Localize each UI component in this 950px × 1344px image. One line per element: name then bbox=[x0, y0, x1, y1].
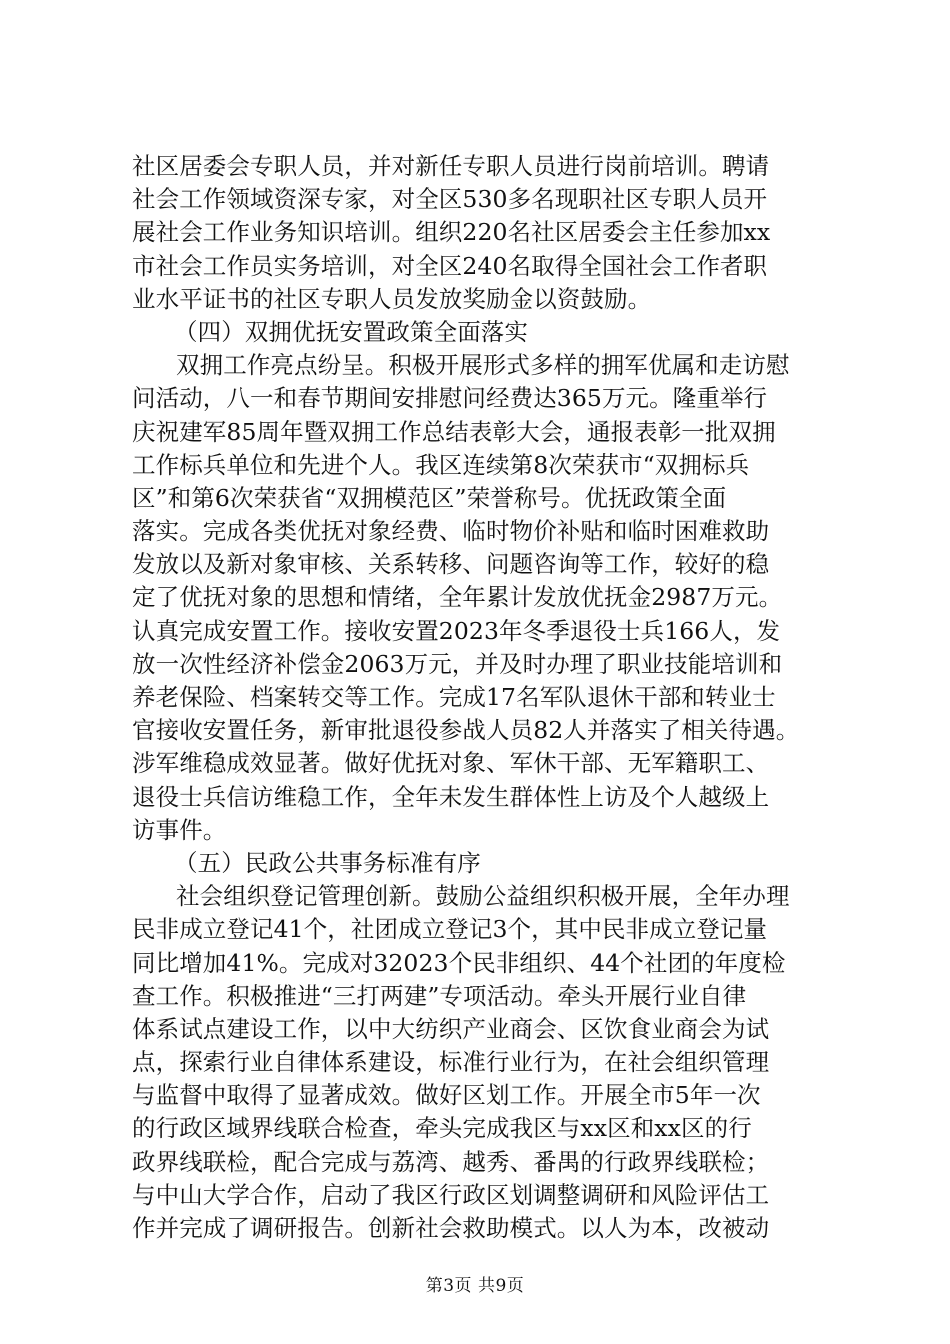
text-line: 与中山大学合作，启动了我区行政区划调整调研和风险评估工 bbox=[132, 1180, 770, 1209]
text-line: 展社会工作业务知识培训。组织220名社区居委会主任参加xx bbox=[132, 218, 771, 247]
section-heading: （四）双拥优抚安置政策全面落实 bbox=[174, 317, 528, 346]
text-line: 社会工作领域资深专家，对全区530多名现职社区专职人员开 bbox=[132, 185, 768, 214]
text-line: 落实。完成各类优抚对象经费、临时物价补贴和临时困难救助 bbox=[132, 517, 770, 546]
text-line: 体系试点建设工作，以中大纺织产业商会、区饮食业商会为试 bbox=[132, 1014, 770, 1043]
text-line: 点，探索行业自律体系建设，标准行业行为，在社会组织管理 bbox=[132, 1048, 770, 1077]
text-line: 同比增加41%。完成对32023个民非组织、44个社团的年度检 bbox=[132, 948, 786, 977]
text-line: 双拥工作亮点纷呈。积极开展形式多样的拥军优属和走访慰 bbox=[176, 351, 790, 380]
text-line: 业水平证书的社区专职人员发放奖励金以资鼓励。 bbox=[132, 284, 652, 313]
text-line: 社区居委会专职人员，并对新任专职人员进行岗前培训。聘请 bbox=[132, 152, 770, 180]
text-line: 查工作。积极推进“三打两建”专项活动。牵头开展行业自律 bbox=[132, 981, 747, 1010]
text-line: 涉军维稳成效显著。做好优抚对象、军休干部、无军籍职工、 bbox=[132, 749, 770, 778]
section-heading: （五）民政公共事务标准有序 bbox=[174, 848, 481, 877]
text-line: 区”和第6次荣获省“双拥模范区”荣誉称号。优抚政策全面 bbox=[132, 483, 727, 512]
text-line: 放一次性经济补偿金2063万元，并及时办理了职业技能培训和 bbox=[132, 649, 783, 678]
text-line: 问活动，八一和春节期间安排慰问经费达365万元。隆重举行 bbox=[132, 384, 768, 413]
text-line: 官接收安置任务，新审批退役参战人员82人并落实了相关待遇。 bbox=[132, 716, 800, 745]
text-line: 养老保险、档案转交等工作。完成17名军队退休干部和转业士 bbox=[132, 683, 776, 711]
text-line: 定了优抚对象的思想和情绪，全年累计发放优抚金2987万元。 bbox=[132, 583, 783, 612]
body-text bbox=[132, 150, 852, 1245]
text-line: 民非成立登记41个，社团成立登记3个，其中民非成立登记量 bbox=[132, 915, 768, 944]
text-line: 作并完成了调研报告。创新社会救助模式。以人为本，改被动 bbox=[132, 1214, 770, 1242]
page-number-footer: 第3页 共9页 bbox=[425, 1276, 525, 1296]
text-line: 的行政区域界线联合检查，牵头完成我区与xx区和xx区的行 bbox=[132, 1114, 752, 1143]
text-line: 工作标兵单位和先进个人。我区连续第8次荣获市“双拥标兵 bbox=[132, 450, 750, 479]
text-line: 政界线联检，配合完成与荔湾、越秀、番禺的行政界线联检； bbox=[132, 1147, 770, 1176]
text-line: 访事件。 bbox=[132, 815, 227, 844]
text-line: 市社会工作员实务培训，对全区240名取得全国社会工作者职 bbox=[132, 251, 768, 280]
text-line: 认真完成安置工作。接收安置2023年冬季退役士兵166人，发 bbox=[132, 616, 781, 645]
text-line: 庆祝建军85周年暨双拥工作总结表彰大会，通报表彰一批双拥 bbox=[132, 417, 776, 446]
text-line: 发放以及新对象审核、关系转移、问题咨询等工作，较好的稳 bbox=[132, 550, 770, 579]
text-line: 退役士兵信访维稳工作，全年未发生群体性上访及个人越级上 bbox=[132, 782, 770, 811]
text-line: 与监督中取得了显著成效。做好区划工作。开展全市5年一次 bbox=[132, 1081, 761, 1110]
text-line: 社会组织登记管理创新。鼓励公益组织积极开展，全年办理 bbox=[176, 882, 790, 911]
